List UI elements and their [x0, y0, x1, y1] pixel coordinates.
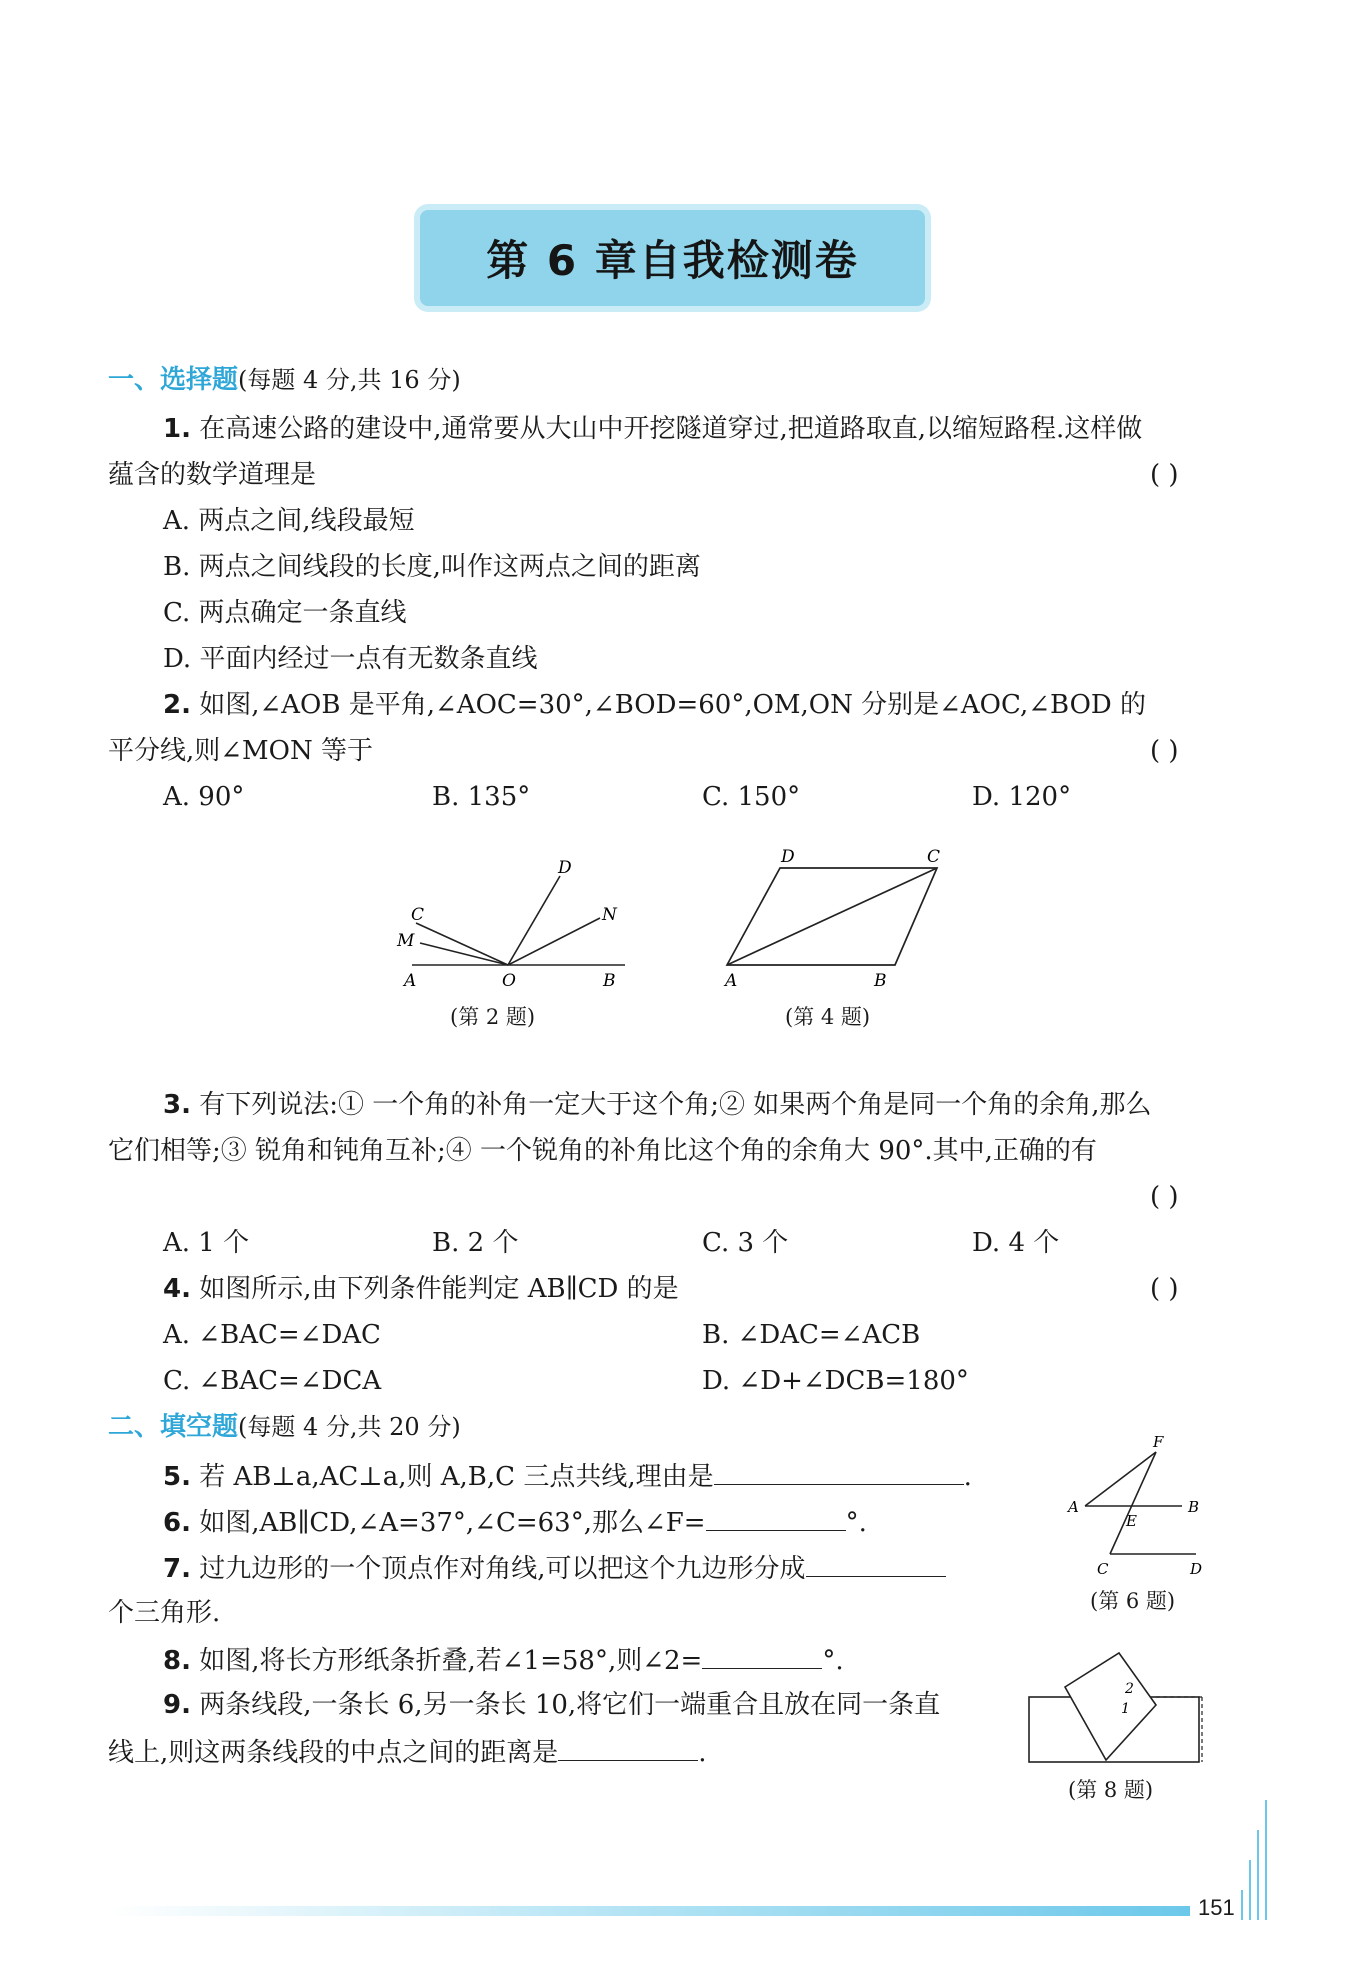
- q2-line2: 平分线,则∠MON 等于: [108, 736, 374, 766]
- q2-option-d: D. 120°: [972, 782, 1072, 812]
- line-fc: [1110, 1452, 1156, 1554]
- q9-line2: [108, 1734, 707, 1770]
- q1-option-d: D. 平面内经过一点有无数条直线: [163, 644, 538, 674]
- q6-number: 6.: [163, 1508, 191, 1538]
- q3-option-c: C. 3 个: [702, 1228, 789, 1258]
- fig6-label-e: E: [1126, 1512, 1137, 1530]
- q5-end: .: [963, 1462, 972, 1492]
- q7-line1: [163, 1550, 946, 1586]
- section-1-note: (每题 4 分,共 16 分): [238, 366, 461, 394]
- q9-text-2: 线上,则这两条线段的中点之间的距离是: [108, 1738, 559, 1768]
- q3-option-d: D. 4 个: [972, 1228, 1060, 1258]
- ray-om: [420, 943, 508, 965]
- q6-answer-blank[interactable]: [706, 1504, 846, 1531]
- q3-line1: [163, 1088, 1152, 1122]
- page-number: 151: [1198, 1895, 1235, 1920]
- q2-answer-paren: ( ): [1150, 736, 1179, 766]
- q5-text: 若 AB⊥a,AC⊥a,则 A,B,C 三点共线,理由是: [199, 1462, 714, 1492]
- page-title: 第 6 章自我检测卷: [486, 236, 859, 285]
- fig2-label-a: A: [404, 971, 417, 991]
- q3-option-b: B. 2 个: [432, 1228, 519, 1258]
- q1-option-b: B. 两点之间线段的长度,叫作这两点之间的距离: [163, 552, 701, 582]
- diagonal-ac: [727, 868, 937, 965]
- q4-option-d: D. ∠D+∠DCB=180°: [702, 1366, 969, 1396]
- q4-line1: [163, 1272, 679, 1306]
- q2-option-a: A. 90°: [163, 782, 245, 812]
- q1-option-c: C. 两点确定一条直线: [163, 598, 407, 628]
- edge-decoration: [1238, 1780, 1278, 1920]
- folded-flap: [1065, 1653, 1156, 1760]
- q8-text: 如图,将长方形纸条折叠,若∠1=58°,则∠2=: [199, 1646, 703, 1676]
- section-1-label: 一、选择题: [108, 365, 239, 395]
- q3-text-1: 有下列说法:① 一个角的补角一定大于这个角;② 如果两个角是同一个角的余角,那么: [199, 1090, 1152, 1120]
- q3-answer-paren: ( ): [1150, 1182, 1179, 1212]
- q4-option-b: B. ∠DAC=∠ACB: [702, 1320, 921, 1350]
- figure-2-caption: (第 2 题): [450, 1005, 536, 1029]
- q9-line1: [163, 1688, 940, 1722]
- fig4-label-c: C: [927, 847, 941, 867]
- fig8-angle-1: 1: [1121, 1701, 1130, 1717]
- fig4-label-a: A: [725, 971, 738, 991]
- q3-line2: 它们相等;③ 锐角和钝角互补;④ 一个锐角的补角比这个角的余角大 90°.其中,正确的有: [108, 1136, 1097, 1166]
- section-2-note: (每题 4 分,共 20 分): [238, 1413, 461, 1441]
- q1-option-a: A. 两点之间,线段最短: [163, 506, 415, 536]
- q9-end: .: [698, 1738, 707, 1768]
- q8-line: [163, 1642, 844, 1678]
- q7-number: 7.: [163, 1554, 191, 1584]
- q7-text-1: 过九边形的一个顶点作对角线,可以把这个九边形分成: [199, 1554, 806, 1584]
- q6-text: 如图,AB∥CD,∠A=37°,∠C=63°,那么∠F=: [199, 1508, 706, 1538]
- figure-4-caption: (第 4 题): [785, 1005, 871, 1029]
- fig2-label-c: C: [411, 905, 425, 925]
- fig6-label-a: A: [1068, 1498, 1079, 1516]
- q7-answer-blank[interactable]: [806, 1550, 946, 1577]
- q3-number: 3.: [163, 1090, 191, 1120]
- title-banner: [420, 210, 925, 306]
- q9-number: 9.: [163, 1690, 191, 1720]
- fig6-label-f: F: [1153, 1433, 1164, 1451]
- q6-end: °.: [845, 1508, 867, 1538]
- q5-answer-blank[interactable]: [714, 1458, 964, 1485]
- fig6-label-c: C: [1097, 1560, 1109, 1578]
- figure-6-parallel-lines: [1060, 1430, 1220, 1580]
- q2-line1: [163, 688, 1146, 722]
- fig6-label-d: D: [1190, 1560, 1203, 1578]
- figure-6-caption: (第 6 题): [1090, 1589, 1176, 1613]
- q2-number: 2.: [163, 690, 191, 720]
- line-af: [1085, 1452, 1156, 1506]
- q8-answer-blank[interactable]: [702, 1642, 822, 1669]
- q8-end: °.: [822, 1646, 844, 1676]
- q9-answer-blank[interactable]: [558, 1734, 698, 1761]
- q2-text-1: 如图,∠AOB 是平角,∠AOC=30°,∠BOD=60°,OM,ON 分别是∠AOC,∠BOD 的: [199, 690, 1147, 720]
- q4-number: 4.: [163, 1274, 191, 1304]
- fig4-label-d: D: [781, 847, 795, 867]
- figure-4-parallelogram: [715, 840, 955, 1000]
- fig2-label-n: N: [602, 905, 617, 925]
- fig6-label-b: B: [1188, 1498, 1200, 1516]
- q9-text-1: 两条线段,一条长 6,另一条长 10,将它们一端重合且放在同一条直: [199, 1690, 941, 1720]
- fig4-label-b: B: [874, 971, 887, 991]
- fig2-label-m: M: [397, 931, 415, 951]
- q2-option-b: B. 135°: [432, 782, 531, 812]
- q1-text-1: 在高速公路的建设中,通常要从大山中开挖隧道穿过,把道路取直,以缩短路程.这样做: [199, 414, 1143, 444]
- fig8-angle-2: 2: [1125, 1681, 1134, 1697]
- figure-8-caption: (第 8 题): [1068, 1778, 1154, 1802]
- q1-answer-paren: ( ): [1150, 460, 1179, 490]
- q1-line1: [163, 412, 1142, 446]
- q6-line: [163, 1504, 867, 1540]
- q4-option-c: C. ∠BAC=∠DCA: [163, 1366, 382, 1396]
- q1-line2: 蕴含的数学道理是: [108, 460, 317, 490]
- ray-oc: [416, 923, 508, 965]
- q2-option-c: C. 150°: [702, 782, 801, 812]
- section-1-heading: [108, 363, 461, 397]
- q7-line2: 个三角形.: [108, 1598, 221, 1628]
- fig2-label-o: O: [502, 971, 516, 991]
- section-2-label: 二、填空题: [108, 1412, 239, 1442]
- figure-8-folded-strip: [1020, 1645, 1210, 1770]
- q5-line: [163, 1458, 972, 1494]
- q3-option-a: A. 1 个: [163, 1228, 250, 1258]
- footer-bar: [110, 1906, 1190, 1916]
- q4-text-1: 如图所示,由下列条件能判定 AB∥CD 的是: [199, 1274, 679, 1304]
- q8-number: 8.: [163, 1646, 191, 1676]
- section-2-heading: [108, 1410, 461, 1444]
- q5-number: 5.: [163, 1462, 191, 1492]
- q1-number: 1.: [163, 414, 191, 444]
- q4-option-a: A. ∠BAC=∠DAC: [163, 1320, 381, 1350]
- fig2-label-d: D: [558, 858, 572, 878]
- figure-2-angles: [380, 850, 640, 1000]
- q4-answer-paren: ( ): [1150, 1274, 1179, 1304]
- fig2-label-b: B: [603, 971, 616, 991]
